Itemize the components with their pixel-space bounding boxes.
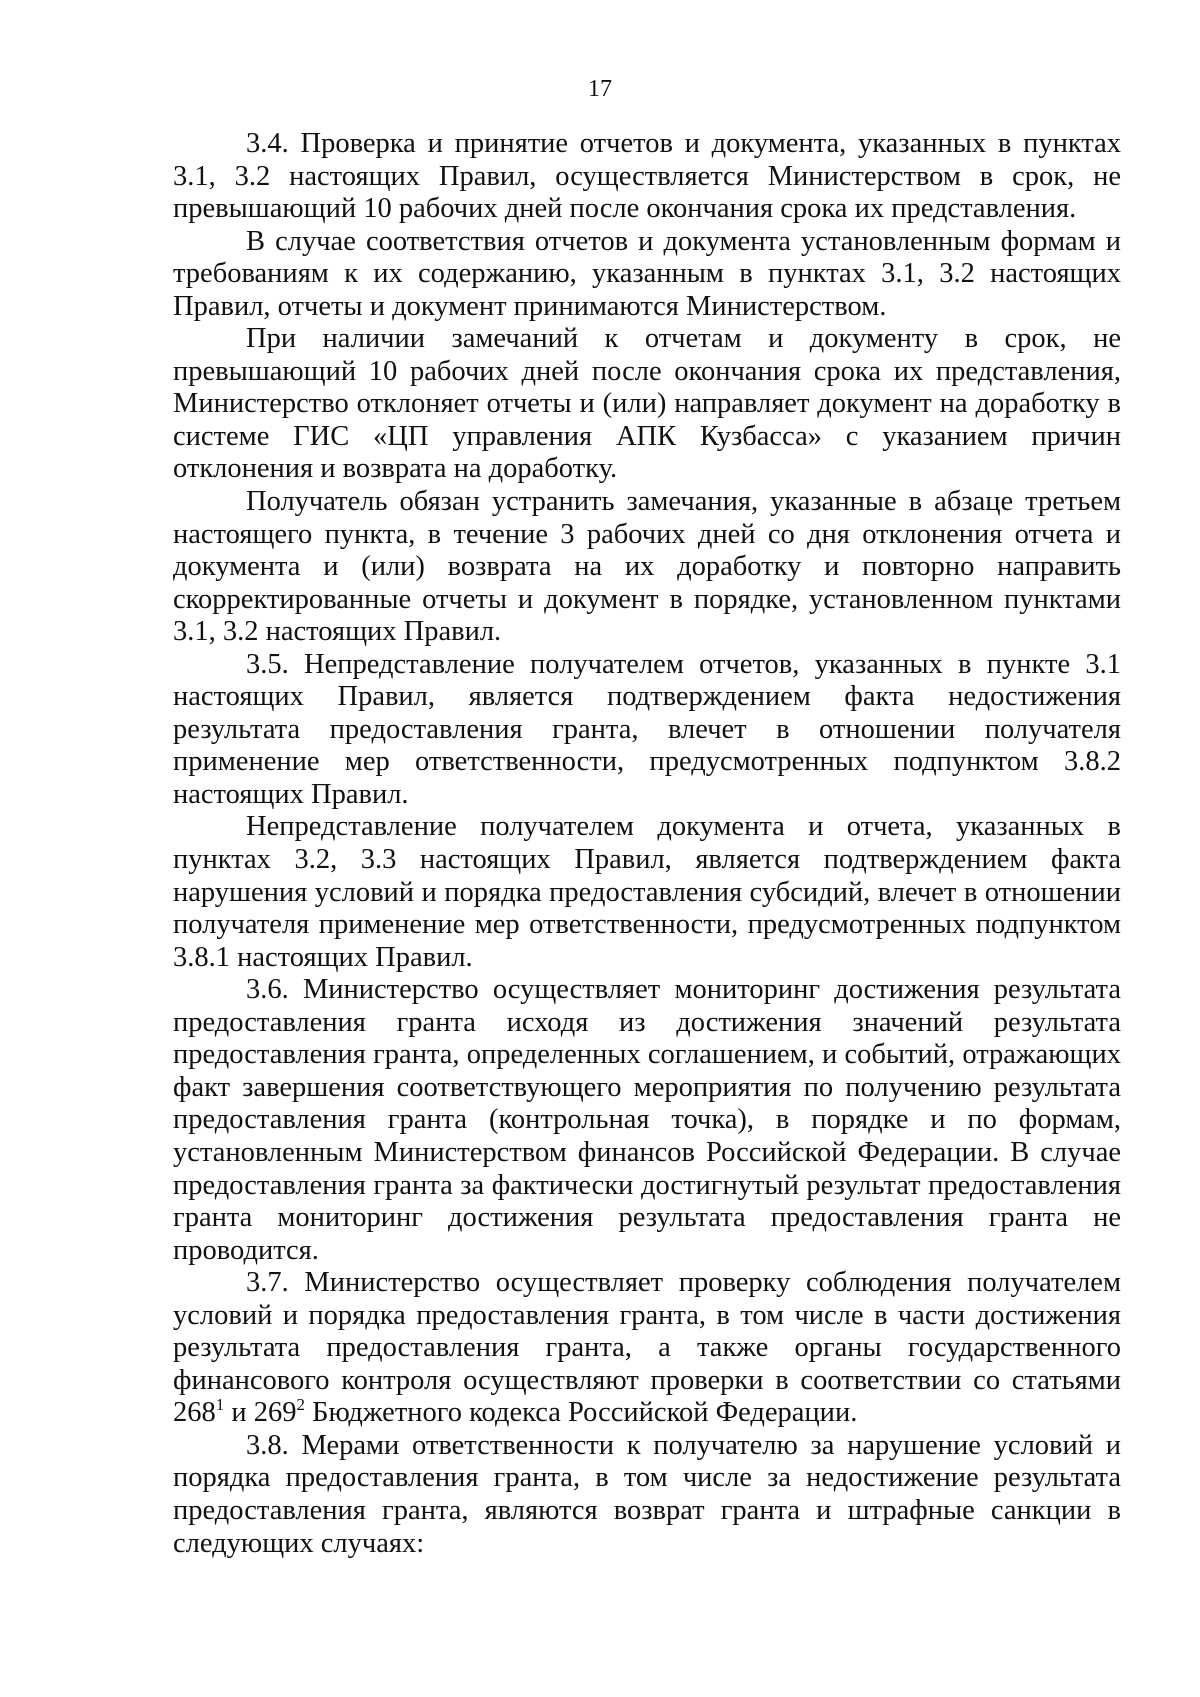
paragraph-3-7 (173, 1267, 1121, 1430)
paragraph-remarks: При наличии замечаний к отчетам и документу в срок, не превышающий 10 рабочих дней после окончания срока их представления, Министерство отклоняет отчеты и (или) направляет документ на доработку в системе ГИС «ЦП управления АПК Кузбасса» с указанием причин отклонения и возврата на доработку. (173, 323, 1121, 485)
paragraph-3-4: 3.4. Проверка и принятие отчетов и документа, указанных в пунктах 3.1, 3.2 настоящих Правил, осуществляется Министерством в срок, не превышающий 10 рабочих дней после окончания срока их представления. (173, 128, 1121, 225)
paragraph-3-6: 3.6. Министерство осуществляет мониторинг достижения результата предоставления гранта исходя из достижения значений результата предоставления гранта, определенных соглашением, и событий, отражающих факт завершения соответствующего мероприятия по получению результата предоставления гранта (контрольная точка), в порядке и по формам, установленным Министерством финансов Российской Федерации. В случае предоставления гранта за фактически достигнутый результат предоставления гранта мониторинг достижения результата предоставления гранта не проводится. (173, 974, 1121, 1266)
document-body (173, 128, 1121, 1560)
superscript-2: 2 (296, 1395, 306, 1415)
paragraph-3-7-text-b: и 269 (224, 1397, 297, 1429)
superscript-1: 1 (215, 1395, 225, 1415)
paragraph-3-7-text-a: 3.7. Министерство осуществляет проверку соблюдения получателем условий и порядка предоставления гранта, в том числе в части достижения результата предоставления гранта, а также органы государственного финансового контроля осуществляют проверки в соответствии со статьями 268 (173, 1267, 1121, 1429)
paragraph-non-submission: Непредставление получателем документа и отчета, указанных в пунктах 3.2, 3.3 настоящих Правил, является подтверждением факта нарушения условий и порядка предоставления субсидий, влечет в отношении получателя применение мер ответственности, предусмотренных подпунктом 3.8.1 настоящих Правил. (173, 811, 1121, 973)
paragraph-3-5: 3.5. Непредставление получателем отчетов, указанных в пункте 3.1 настоящих Правил, является подтверждением факта недостижения результата предоставления гранта, влечет в отношении получателя применение мер ответственности, предусмотренных подпунктом 3.8.2 настоящих Правил. (173, 648, 1121, 810)
paragraph-3-8: 3.8. Мерами ответственности к получателю за нарушение условий и порядка предоставления гранта, в том числе за недостижение результата предоставления гранта, являются возврат гранта и штрафные санкции в следующих случаях: (173, 1429, 1121, 1559)
page-number: 17 (588, 76, 612, 102)
paragraph-3-7-text-c: Бюджетного кодекса Российской Федерации. (305, 1397, 858, 1429)
paragraph-recipient-obligation: Получатель обязан устранить замечания, указанные в абзаце третьем настоящего пункта, в течение 3 рабочих дней со дня отклонения отчета и документа и (или) возврата на их доработку и повторно направить скорректированные отчеты и документ в порядке, установленном пунктами 3.1, 3.2 настоящих Правил. (173, 486, 1121, 648)
paragraph-reports-accepted: В случае соответствия отчетов и документа установленным формам и требованиям к их содержанию, указанным в пунктах 3.1, 3.2 настоящих Правил, отчеты и документ принимаются Министерством. (173, 225, 1121, 322)
